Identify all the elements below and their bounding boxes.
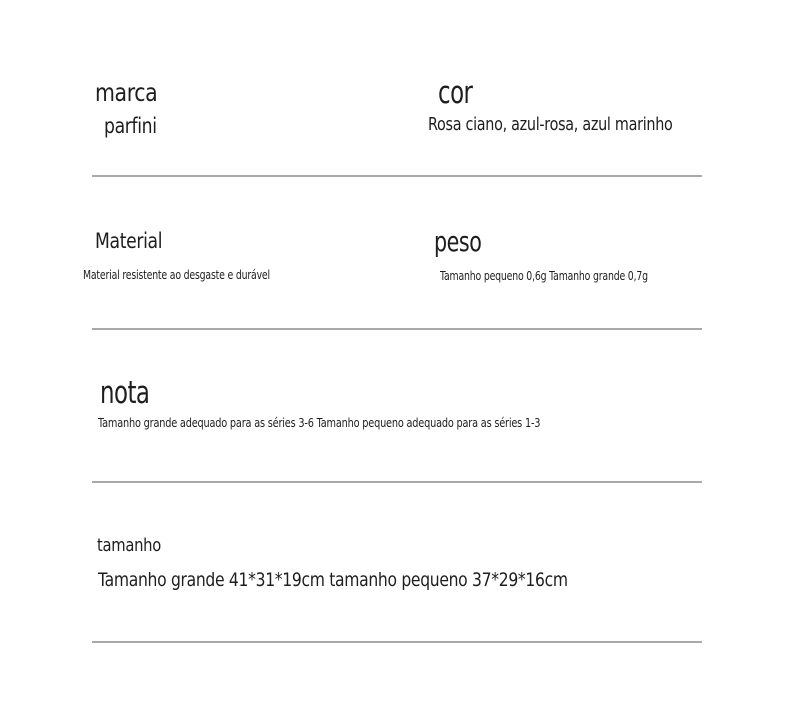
brand-value: parfini [104, 114, 157, 138]
color-label: cor [438, 75, 473, 111]
divider-4 [92, 641, 702, 643]
size-value: Tamanho grande 41*31*19cm tamanho pequeno 37*29*16cm [98, 569, 568, 591]
divider-1 [92, 175, 702, 177]
color-value: Rosa ciano, azul-rosa, azul marinho [428, 115, 673, 135]
divider-2 [92, 328, 702, 330]
brand-label: marca [95, 78, 158, 107]
weight-label: peso [434, 225, 482, 258]
note-label: nota [100, 375, 150, 411]
note-value: Tamanho grande adequado para as séries 3-6 Tamanho pequeno adequado para as séries 1-3 [98, 415, 541, 430]
divider-3 [92, 481, 702, 483]
material-label: Material [95, 229, 163, 253]
size-label: tamanho [97, 535, 161, 556]
weight-value: Tamanho pequeno 0,6g Tamanho grande 0,7g [440, 269, 648, 283]
material-value: Material resistente ao desgaste e durável [83, 268, 270, 282]
